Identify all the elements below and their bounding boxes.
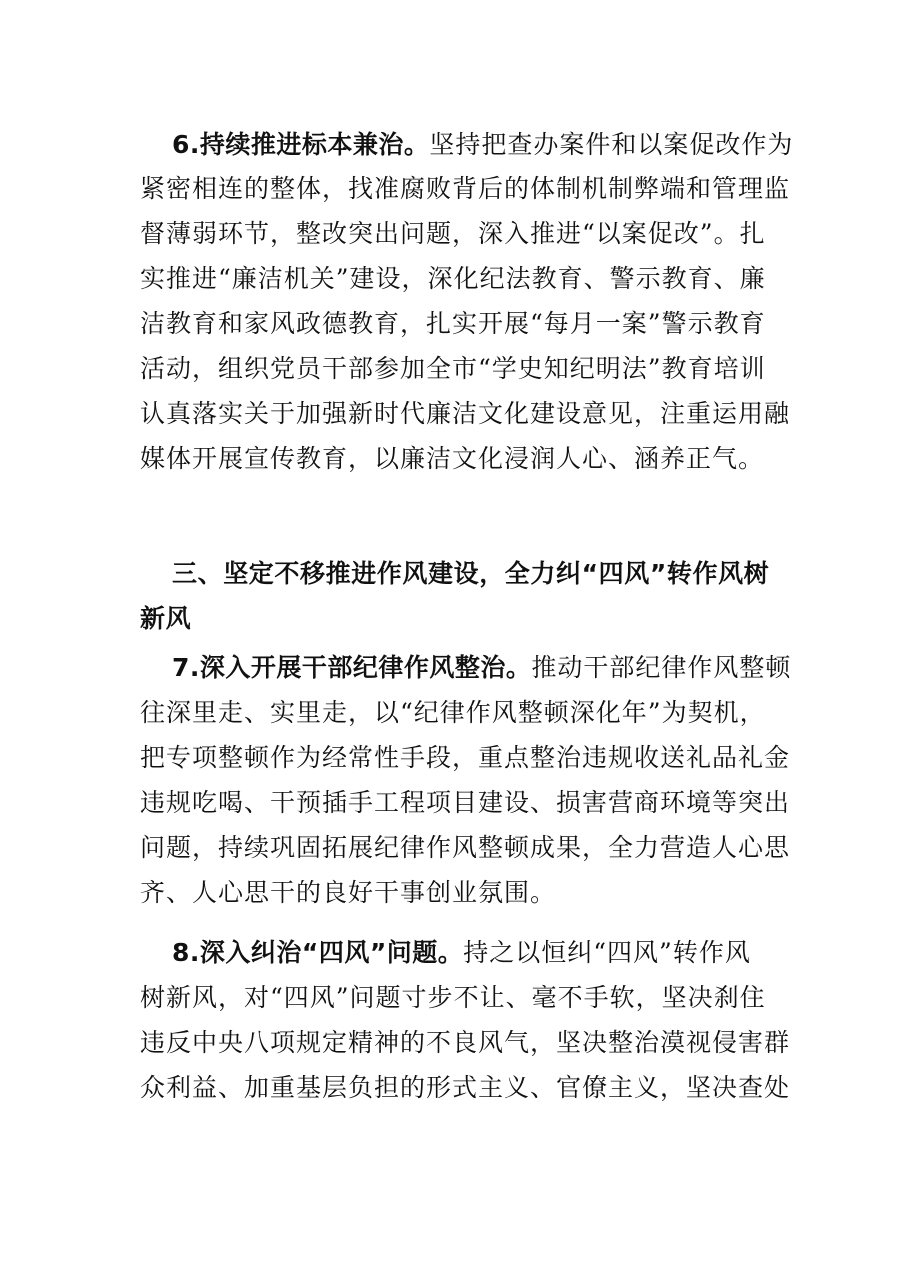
paragraph-6-line-6: 活动，组织党员干部参加全市“学史知纪明法”教育培训 [140, 354, 766, 383]
paragraph-8-line-2: 树新风，对“四风”问题寸步不让、毫不手软，坚决刹住 [140, 983, 766, 1012]
paragraph-7-line-2: 往深里走、实里走，以“纪律作风整顿深化年”为契机， [140, 698, 766, 727]
paragraph-7-line-4: 违规吃喝、干预插手工程项目建设、损害营商环境等突出 [140, 788, 791, 817]
paragraph-7-text: 推动干部纪律作风整顿 [531, 653, 792, 682]
paragraph-6-line-7: 认真落实关于加强新时代廉洁文化建设意见，注重运用融 [140, 399, 791, 428]
paragraph-6-line-8: 媒体开展宣传教育，以廉洁文化浸润人心、涵养正气。 [140, 444, 765, 473]
paragraph-7-line-1 [172, 650, 792, 686]
paragraph-8-line-4: 众利益、加重基层负担的形式主义、官僚主义，坚决查处 [140, 1073, 791, 1102]
paragraph-8-line-1 [172, 935, 780, 971]
paragraph-6-text: 坚持把查办案件和以案促改作为 [429, 130, 794, 159]
section-3-heading-line-1: 三、坚定不移推进作风建设，全力纠“四风”转作风树 [172, 559, 770, 588]
paragraph-8-line-3: 违反中央八项规定精神的不良风气，坚决整治漠视侵害群 [140, 1028, 791, 1057]
paragraph-6-line-2: 紧密相连的整体，找准腐败背后的体制机制弊端和管理监 [140, 174, 791, 203]
paragraph-6-line-4: 实推进“廉洁机关”建设，深化纪法教育、警示教育、廉 [140, 264, 766, 293]
paragraph-6-line-1 [172, 127, 794, 163]
paragraph-7-line-6: 齐、人心思干的良好干事创业氛围。 [140, 878, 557, 907]
paragraph-7-line-5: 问题，持续巩固拓展纪律作风整顿成果，全力营造人心思 [140, 833, 791, 862]
paragraph-6-line-3: 督薄弱环节，整改突出问题，深入推进“以案促改”。扎 [140, 219, 766, 248]
section-3-heading-line-2: 新风 [140, 604, 192, 633]
paragraph-8-title: 8.深入纠治“四风”问题。 [172, 938, 464, 967]
paragraph-7-title: 7.深入开展干部纪律作风整治。 [172, 653, 532, 682]
paragraph-8-text: 持之以恒纠“四风”转作风 [463, 938, 751, 967]
paragraph-6-line-5: 洁教育和家风政德教育，扎实开展“每月一案”警示教育 [140, 309, 766, 338]
paragraph-7-line-3: 把专项整顿作为经常性手段，重点整治违规收送礼品礼金 [140, 743, 791, 772]
paragraph-6-title: 6.持续推进标本兼治。 [172, 130, 430, 159]
